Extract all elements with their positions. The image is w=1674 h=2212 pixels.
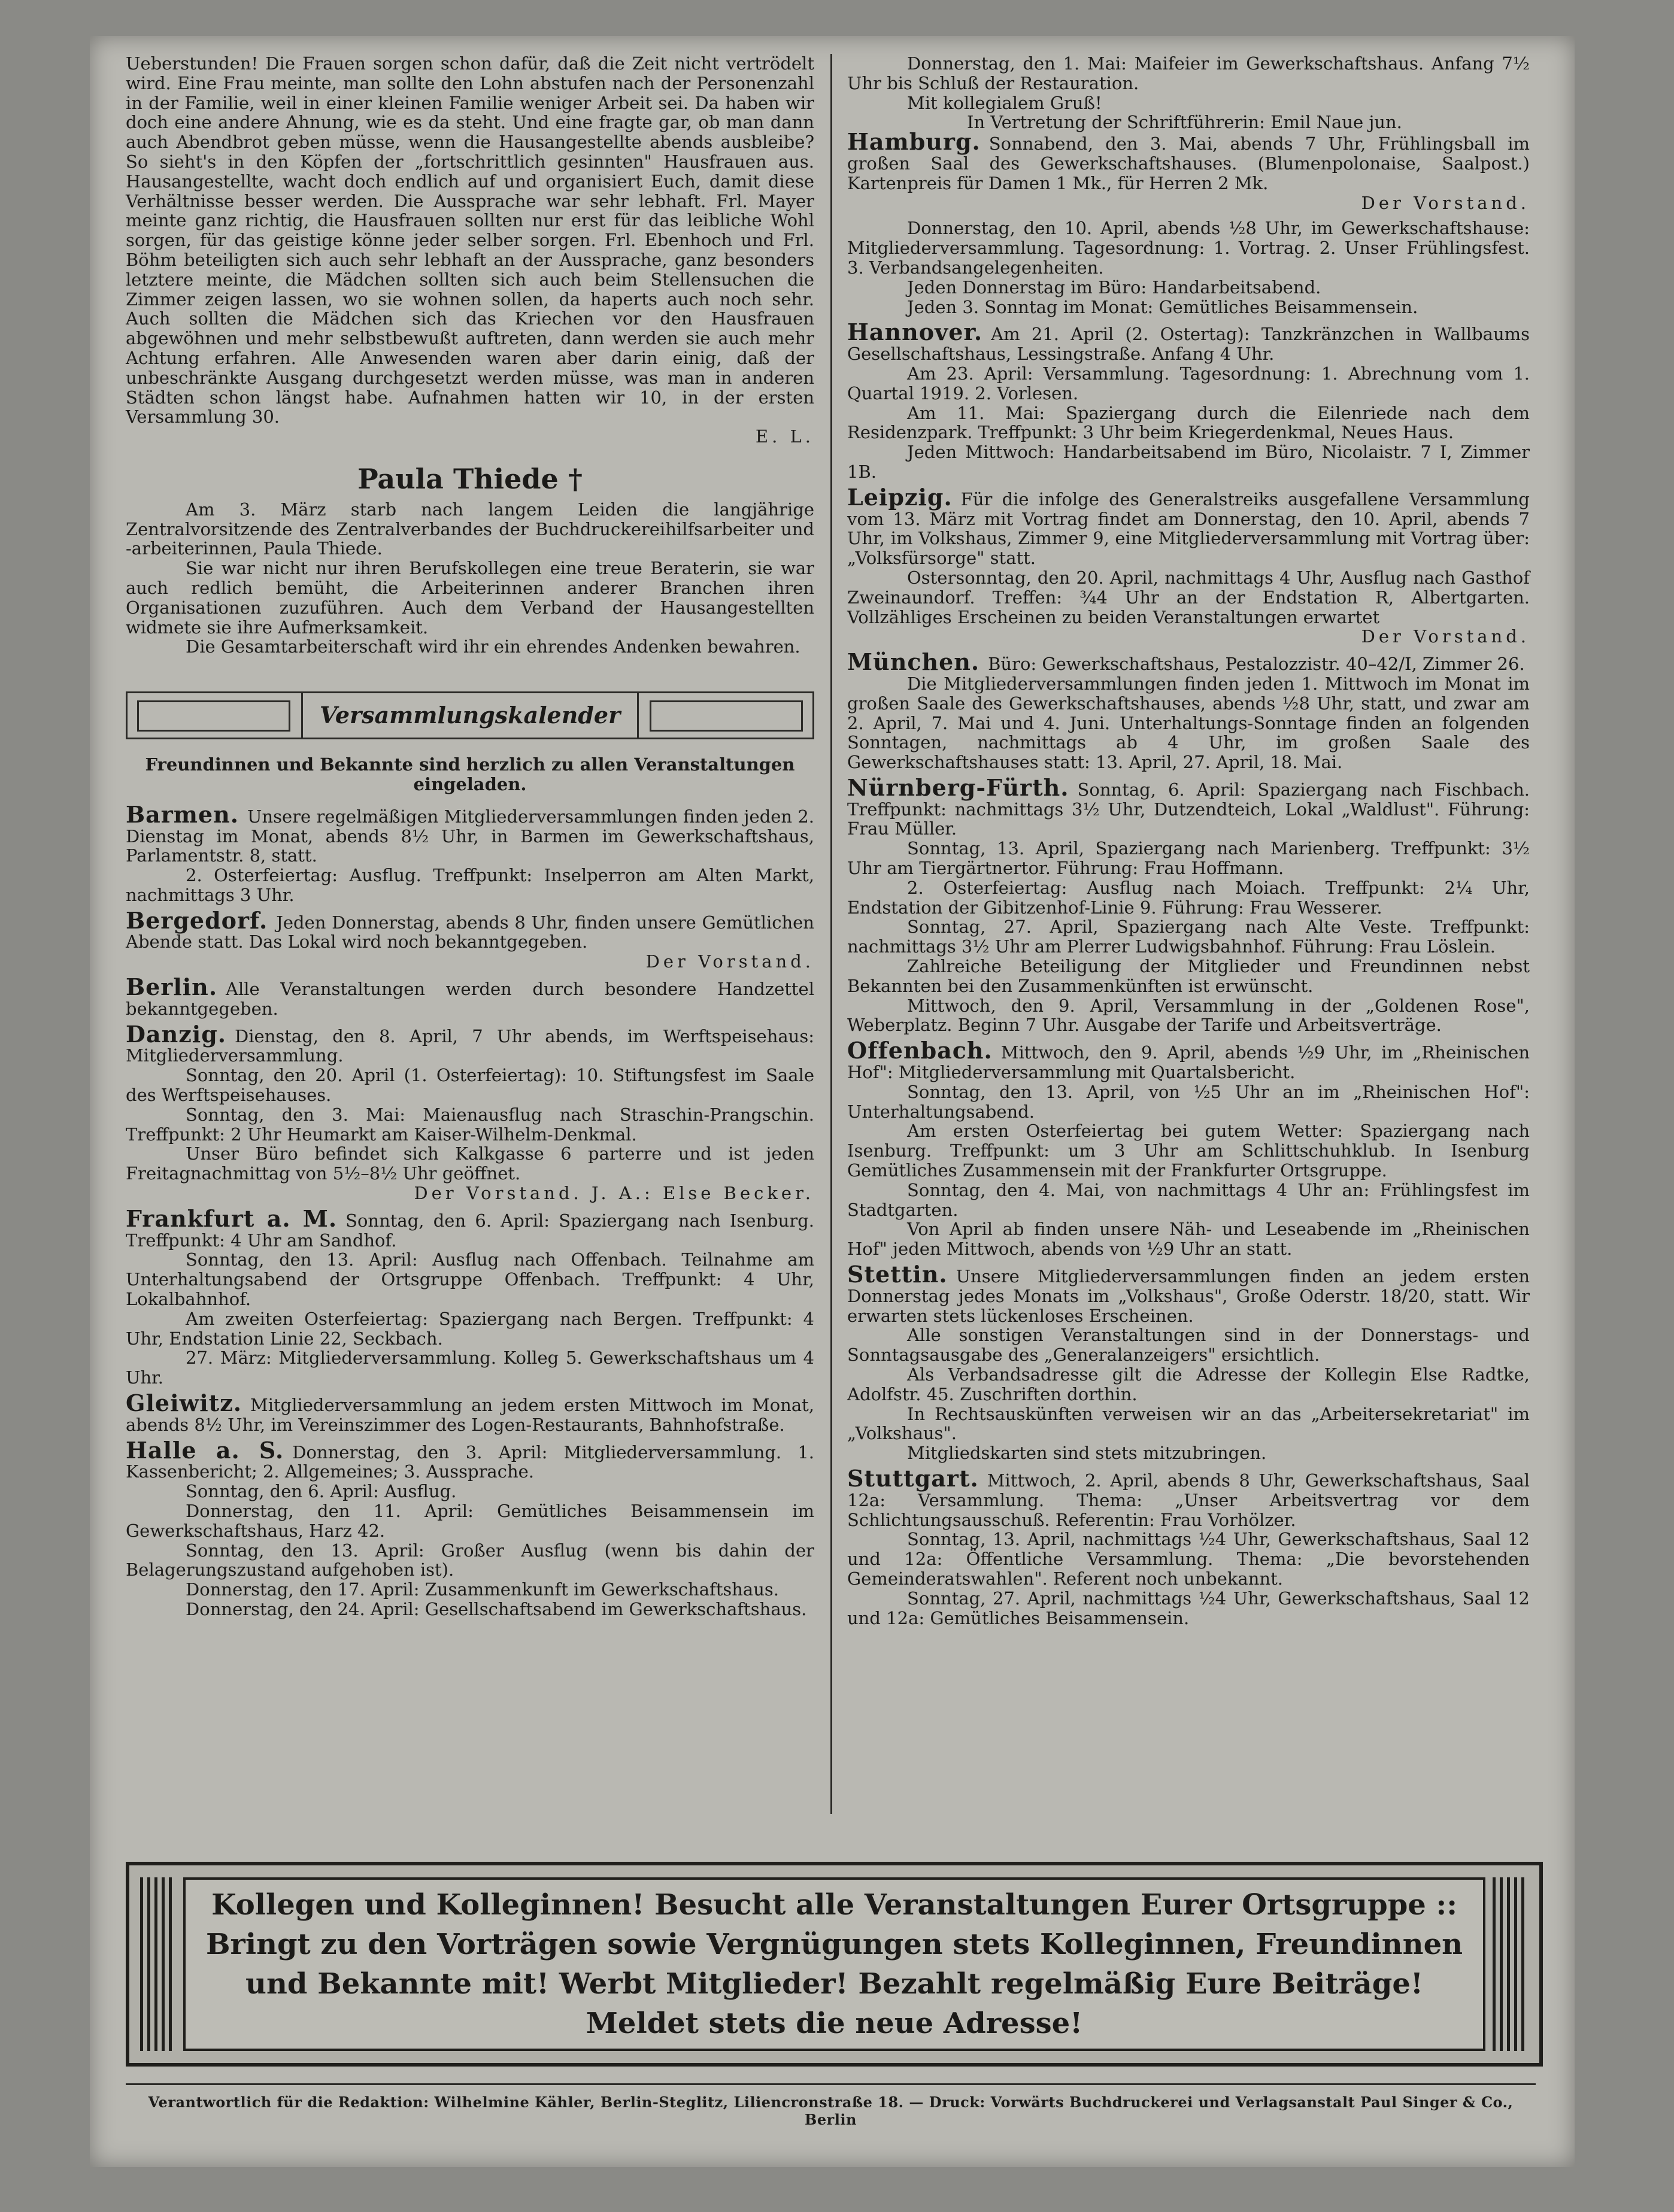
calendar-entry	[126, 1020, 814, 1204]
entry-paragraph: Donnerstag, den 10. April, abends ½8 Uhr, im Gewerkschaftshause: Mitgliederversammlung. Tagesordnung: 1. Vortrag. 2. Unser Frühlingsfest. 3. Verbandsangelegenheiten.	[847, 218, 1530, 278]
calendar-entries-left	[126, 800, 814, 1619]
calendar-entry	[847, 1261, 1530, 1464]
entry-text: Mittwoch, 2. April, abends 8 Uhr, Gewerkschaftshaus, Saal 12a: Versammlung. Thema: „Unser Arbeitsvertrag vor dem Schlichtungsausschuß. Referentin: Frau Vorhölzer.	[847, 1470, 1530, 1530]
entry-first-paragraph	[126, 1436, 814, 1482]
entry-paragraph: Sonntag, 13. April, Spaziergang nach Marienberg. Treffpunkt: 3½ Uhr am Tiergärtnertor. Führung: Frau Hoffmann.	[847, 838, 1530, 879]
appeal-banner	[126, 1862, 1543, 2067]
entry-signature: Der Vorstand. J. A.: Else Becker.	[414, 1183, 814, 1204]
entry-paragraph: Sonntag, 27. April, Spaziergang nach Alte Veste. Treffpunkt: nachmittags 3½ Uhr am Plerrer Ludwigsbahnhof. Führung: Frau Löslein.	[847, 917, 1530, 957]
entry-paragraph: Sonntag, den 13. April: Großer Ausflug (wenn bis dahin der Belagerungszustand aufgehoben ist).	[126, 1540, 814, 1580]
city-name: Berlin.	[126, 973, 218, 1001]
imprint-footer: Verantwortlich für die Redaktion: Wilhelmine Kähler, Berlin-Steglitz, Liliencronstraße 18. — Druck: Vorwärts Buchdruckerei und Verlagsanstalt Paul Singer & Co., Berlin	[126, 2083, 1536, 2128]
entry-text: Jeden Donnerstag, abends 8 Uhr, finden unsere Gemütlichen Abende statt. Das Lokal wird noch bekanntgegeben.	[126, 912, 814, 952]
banner-ornament-right	[1493, 1877, 1529, 2051]
entry-paragraph: Alle sonstigen Veranstaltungen sind in der Donnerstags- und Sonntagsausgabe des „Generalanzeigers" ersichtlich.	[847, 1325, 1530, 1366]
entry-text: Am 21. April (2. Ostertag): Tanzkränzchen in Wallbaums Gesellschaftshaus, Lessingstraße. Anfang 4 Uhr.	[847, 324, 1530, 365]
entry-paragraph: Ostersonntag, den 20. April, nachmittags 4 Uhr, Ausflug nach Gasthof Zweinaundorf. Treffen: ¾4 Uhr an der Endstation R, Albertgarten. Vollzähliges Erscheinen zu beiden Veranstaltungen erwartet	[847, 567, 1530, 627]
entry-paragraph: Donnerstag, den 24. April: Gesellschaftsabend im Gewerkschaftshaus.	[186, 1598, 807, 1619]
entry-paragraph: Am zweiten Osterfeiertag: Spaziergang nach Bergen. Treffpunkt: 4 Uhr, Endstation Linie 22, Seckbach.	[126, 1308, 814, 1349]
obituary-paragraph: Sie war nicht nur ihren Berufskollegen eine treue Beraterin, sie war auch redlich bemüht, die Arbeiterinnen anderer Branchen ihren Organisationen zuzuführen. Auch dem Verband der Hausangestellten widmete sie ihre Aufmerksamkeit.	[126, 558, 814, 638]
entry-paragraph: Mit kollegialem Gruß!	[907, 92, 1102, 113]
entry-paragraph: Am 23. April: Versammlung. Tagesordnung: 1. Abrechnung vom 1. Quartal 1919. 2. Vorlesen.	[847, 363, 1530, 403]
entry-text: Sonnabend, den 3. Mai, abends 7 Uhr, Frühlingsball im großen Saal des Gewerkschaftshauses. (Blumenpolonaise, Saalpost.) Kartenpreis für Damen 1 Mk., für Herren 2 Mk.	[847, 133, 1530, 193]
calendar-entries-right	[847, 128, 1530, 1628]
calendar-entry	[126, 906, 814, 972]
entry-paragraph: Donnerstag, den 11. April: Gemütliches Beisammensein im Gewerkschaftshaus, Harz 42.	[126, 1501, 814, 1541]
city-name: Halle a. S.	[126, 1436, 284, 1464]
entry-paragraph: Zahlreiche Beteiligung der Mitglieder und Freundinnen nebst Bekannten bei den Zusammenkünften ist erwünscht.	[847, 956, 1530, 996]
entry-text: Büro: Gewerkschaftshaus, Pestalozzistr. 40–42/I, Zimmer 26.	[988, 654, 1525, 675]
entry-paragraph: Sonntag, den 13. April, von ½5 Uhr an im „Rheinischen Hof": Unterhaltungsabend.	[847, 1081, 1530, 1122]
entry-paragraph: 2. Osterfeiertag: Ausflug nach Moiach. Treffpunkt: 2¼ Uhr, Endstation der Gibitzenhof-Linie 9. Führung: Frau Wesserer.	[847, 877, 1530, 918]
calendar-invitation: Freundinnen und Bekannte sind herzlich zu allen Veranstaltungen eingeladen.	[145, 754, 795, 794]
entry-signature: Der Vorstand.	[1361, 192, 1530, 213]
entry-paragraph: Als Verbandsadresse gilt die Adresse der Kollegin Else Radtke, Adolfstr. 45. Zuschriften dorthin.	[847, 1364, 1530, 1404]
city-name: Gleiwitz.	[126, 1389, 242, 1417]
entry-paragraph: Unser Büro befindet sich Kalkgasse 6 parterre und ist jeden Freitagnachmittag von 5½–8½ Uhr geöffnet.	[126, 1143, 814, 1184]
city-name: Bergedorf.	[126, 906, 268, 934]
entry-paragraph: Jeden Donnerstag im Büro: Handarbeitsabend.	[907, 277, 1321, 298]
entry-paragraph: Sonntag, 13. April, nachmittags ½4 Uhr, Gewerkschaftshaus, Saal 12 und 12a: Öffentliche Versammlung. Thema: „Die bevorstehenden Gemeinderatswahlen". Referent noch unbekannt.	[847, 1529, 1530, 1589]
calendar-entry	[847, 1464, 1530, 1628]
entry-paragraph: Jeden 3. Sonntag im Monat: Gemütliches Beisammensein.	[907, 296, 1418, 317]
calendar-entry	[847, 1037, 1530, 1260]
entry-text: Dienstag, den 8. April, 7 Uhr abends, im Werftspeisehaus: Mitgliederversammlung.	[126, 1025, 814, 1066]
calendar-entry	[847, 219, 1530, 317]
obituary-paragraph: Am 3. März starb nach langem Leiden die langjährige Zentralvorsitzende des Zentralverbandes der Buchdruckereihilfsarbeiter und -arbeiterinnen, Paula Thiede.	[126, 499, 814, 559]
left-column	[126, 54, 814, 1625]
entry-text: Sonntag, 6. April: Spaziergang nach Fischbach. Treffpunkt: nachmittags 3½ Uhr, Dutzendteich, Lokal „Waldlust". Führung: Frau Müller.	[847, 779, 1530, 839]
entry-paragraph: Die Mitgliederversammlungen finden jeden 1. Mittwoch im Monat im großen Saale des Gewerkschaftshauses, abends ½8 Uhr, statt, und zwar am 2. April, 7. Mai und 4. Juni. Unterhaltungs-Sonntage finden an folgenden Sonntagen, nachmittags ab 4 Uhr, im großen Saale des Gewerkschaftshauses statt: 13. April, 27. April, 18. Mai.	[847, 673, 1530, 773]
entry-text: Donnerstag, den 3. April: Mitgliederversammlung. 1. Kassenbericht; 2. Allgemeines; 3. Aussprache.	[126, 1442, 814, 1482]
entry-text: Alle Veranstaltungen werden durch besondere Handzettel bekanntgegeben.	[126, 979, 814, 1019]
entry-first-paragraph	[847, 773, 1530, 839]
entry-first-paragraph	[126, 1389, 814, 1435]
banner-ornament-left	[140, 1877, 176, 2051]
entry-first-paragraph	[847, 1037, 1530, 1083]
article-signature: E. L.	[755, 426, 814, 447]
calendar-entry	[126, 1389, 814, 1435]
city-name: Hamburg.	[847, 128, 981, 156]
entry-first-paragraph	[847, 1261, 1530, 1326]
calendar-entry	[126, 973, 814, 1019]
entry-first-paragraph	[847, 1464, 1530, 1530]
city-name: Offenbach.	[847, 1037, 993, 1064]
entry-paragraph: Donnerstag, den 17. April: Zusammenkunft im Gewerkschaftshaus.	[186, 1579, 779, 1600]
calendar-entry	[847, 648, 1530, 773]
entry-paragraph: Sonntag, den 4. Mai, von nachmittags 4 Uhr an: Frühlingsfest im Stadtgarten.	[847, 1179, 1530, 1220]
entry-paragraph: Jeden Mittwoch: Handarbeitsabend im Büro, Nicolaistr. 7 I, Zimmer 1B.	[847, 442, 1530, 482]
entry-first-paragraph	[126, 1020, 814, 1066]
city-name: Frankfurt a. M.	[126, 1204, 338, 1232]
city-name: Barmen.	[126, 800, 239, 828]
entry-paragraph: Mitgliedskarten sind stets mitzubringen.	[907, 1443, 1267, 1464]
continued-entry	[847, 54, 1530, 132]
calendar-entry	[847, 128, 1530, 213]
calendar-entry	[847, 773, 1530, 1036]
entry-paragraph: In Vertretung der Schriftführerin: Emil Naue jun.	[967, 112, 1402, 133]
entry-paragraph: In Rechtsauskünften verweisen wir an das „Arbeitersekretariat" im „Volkshaus".	[847, 1403, 1530, 1444]
entry-first-paragraph	[126, 973, 814, 1019]
entry-text: Sonntag, den 6. April: Spaziergang nach Isenburg. Treffpunkt: 4 Uhr am Sandhof.	[126, 1210, 814, 1251]
header-ornament-left	[137, 700, 290, 732]
entry-first-paragraph	[847, 483, 1530, 569]
column-rule	[830, 54, 832, 1814]
calendar-header	[126, 691, 814, 739]
entry-paragraph: Sonntag, den 3. Mai: Maienausflug nach Straschin-Prangschin. Treffpunkt: 2 Uhr Heumarkt am Kaiser-Wilhelm-Denkmal.	[126, 1104, 814, 1145]
entry-first-paragraph	[126, 800, 814, 866]
entry-text: Für die infolge des Generalstreiks ausgefallene Versammlung vom 13. März mit Vortrag findet am Donnerstag, den 10. April, abends 7 Uhr, im Volkshaus, Zimmer 9, eine Mitgliederversammlung mit Vortrag über: „Volksfürsorge" statt.	[847, 488, 1530, 569]
entry-text: Unsere regelmäßigen Mitgliederversammlungen finden jeden 2. Dienstag im Monat, abends 8½ Uhr, in Barmen im Gewerkschaftshaus, Parlamentstr. 8, statt.	[126, 806, 814, 866]
entry-paragraph: 27. März: Mitgliederversammlung. Kolleg 5. Gewerkschaftshaus um 4 Uhr.	[126, 1348, 814, 1388]
entry-signature: Der Vorstand.	[645, 951, 814, 972]
obituary-title: Paula Thiede †	[357, 462, 583, 495]
entry-paragraph: Mittwoch, den 9. April, Versammlung in der „Goldenen Rose", Weberplatz. Beginn 7 Uhr. Ausgabe der Tarife und Arbeitsverträge.	[847, 995, 1530, 1036]
entry-paragraph: Sonntag, 27. April, nachmittags ½4 Uhr, Gewerkschaftshaus, Saal 12 und 12a: Gemütliches Beisammensein.	[847, 1588, 1530, 1628]
entry-paragraph: Sonntag, den 20. April (1. Osterfeiertag): 10. Stiftungsfest im Saale des Werftspeisehauses.	[126, 1065, 814, 1106]
calendar-title: Versammlungskalender	[301, 693, 639, 738]
banner-text: Kollegen und Kolleginnen! Besucht alle Veranstaltungen Eurer Ortsgruppe :: Bringt zu den Vorträgen sowie Vergnügungen stets Kolleginnen, Freundinnen und Bekannte mit! Werbt Mitglieder! Bezahlt regelmäßig Eure Beiträge! Meldet stets die neue Adresse!	[183, 1877, 1485, 2051]
calendar-entry	[126, 1204, 814, 1388]
city-name: Leipzig.	[847, 483, 953, 511]
entry-first-paragraph	[126, 1204, 814, 1251]
entry-paragraph: Von April ab finden unsere Näh- und Leseabende im „Rheinischen Hof" jeden Mittwoch, abends von ½9 Uhr an statt.	[847, 1219, 1530, 1260]
article-continuation: Ueberstunden! Die Frauen sorgen schon dafür, daß die Zeit nicht vertrödelt wird. Eine Frau meinte, man sollte den Lohn abstufen nach der Personenzahl in der Familie, weil in einer kleinen Familie weniger Arbeit sei. Da haben wir doch eine andere Ahnung, wie es da steht. Und eine fragte gar, ob man dann auch Abendbrot geben müsse, wenn die Hausangestellte abends ausbleibe? So sieht's in den Köpfen der „fortschrittlich gesinnten" Hausfrauen aus. Hausangestellte, wacht doch endlich auf und organisiert Euch, damit diese Verhältnisse besser werden. Die Aussprache war sehr lebhaft. Frl. Mayer meinte ganz richtig, die Hausfrauen sollten nur erst für das leibliche Wohl sorgen, für das geistige könne jeder selber sorgen. Frl. Ebenhoch und Frl. Böhm beteiligten sich auch sehr lebhaft an der Aussprache, ganz besonders letztere meinte, die Mädchen sollten sich auch beim Stellensuchen die Zimmer zeigen lassen, wo sie wohnen sollen, da haperts auch noch sehr. Auch sollten die Mädchen sich das Kriechen vor den Hausfrauen abgewöhnen und mehr selbstbewußt auftreten, dann werden sie auch mehr Achtung erfahren. Alle Anwesenden waren aber darin einig, daß der unbeschränkte Ausgang durchgesetzt werden müsse, was man in anderen Städten schon längst habe. Aufnahmen hatten wir 10, in der ersten Versammlung 30.	[126, 53, 814, 427]
calendar-entry	[847, 318, 1530, 482]
entry-paragraph: Donnerstag, den 1. Mai: Maifeier im Gewerkschaftshaus. Anfang 7½ Uhr bis Schluß der Restauration.	[847, 53, 1530, 93]
right-column	[847, 54, 1530, 1634]
entry-paragraph: 2. Osterfeiertag: Ausflug. Treffpunkt: Inselperron am Alten Markt, nachmittags 3 Uhr.	[126, 865, 814, 905]
obituary-paragraph: Die Gesamtarbeiterschaft wird ihr ein ehrendes Andenken bewahren.	[186, 636, 800, 657]
calendar-entry	[847, 483, 1530, 647]
city-name: Nürnberg-Fürth.	[847, 773, 1069, 801]
entry-text: Unsere Mitgliederversammlungen finden an jedem ersten Donnerstag jedes Monats im „Volkshaus", Große Oderstr. 18/20, statt. Wir erwarten stets lückenloses Erscheinen.	[847, 1266, 1530, 1326]
entry-text: Mitgliederversammlung an jedem ersten Mittwoch im Monat, abends 8½ Uhr, im Vereinszimmer des Logen-Restaurants, Bahnhofstraße.	[126, 1395, 814, 1435]
entry-first-paragraph	[126, 906, 814, 952]
city-name: Stuttgart.	[847, 1464, 979, 1492]
newspaper-page	[90, 36, 1575, 2167]
entry-paragraph: Am 11. Mai: Spaziergang durch die Eilenriede nach dem Residenzpark. Treffpunkt: 3 Uhr beim Kriegerdenkmal, Neues Haus.	[847, 402, 1530, 443]
entry-paragraph: Sonntag, den 6. April: Ausflug.	[186, 1481, 457, 1502]
entry-first-paragraph	[847, 128, 1530, 193]
calendar-entry	[126, 1436, 814, 1619]
header-ornament-right	[650, 700, 803, 732]
calendar-entry	[126, 800, 814, 905]
entry-signature: Der Vorstand.	[1361, 626, 1530, 647]
entry-first-paragraph	[847, 648, 1530, 676]
city-name: München.	[847, 648, 980, 676]
entry-paragraph: Am ersten Osterfeiertag bei gutem Wetter: Spaziergang nach Isenburg. Treffpunkt: um 3 Uhr am Schlittschuhklub. In Isenburg Gemütliches Zusammensein mit der Frankfurter Ortsgruppe.	[847, 1121, 1530, 1181]
entry-first-paragraph	[847, 318, 1530, 365]
city-name: Danzig.	[126, 1020, 227, 1048]
city-name: Hannover.	[847, 318, 983, 346]
entry-paragraph: Sonntag, den 13. April: Ausflug nach Offenbach. Teilnahme am Unterhaltungsabend der Ortsgruppe Offenbach. Treffpunkt: 4 Uhr, Lokalbahnhof.	[126, 1249, 814, 1310]
city-name: Stettin.	[847, 1261, 948, 1288]
entry-text: Mittwoch, den 9. April, abends ½9 Uhr, im „Rheinischen Hof": Mitgliederversammlung mit Quartalsbericht.	[847, 1042, 1530, 1083]
